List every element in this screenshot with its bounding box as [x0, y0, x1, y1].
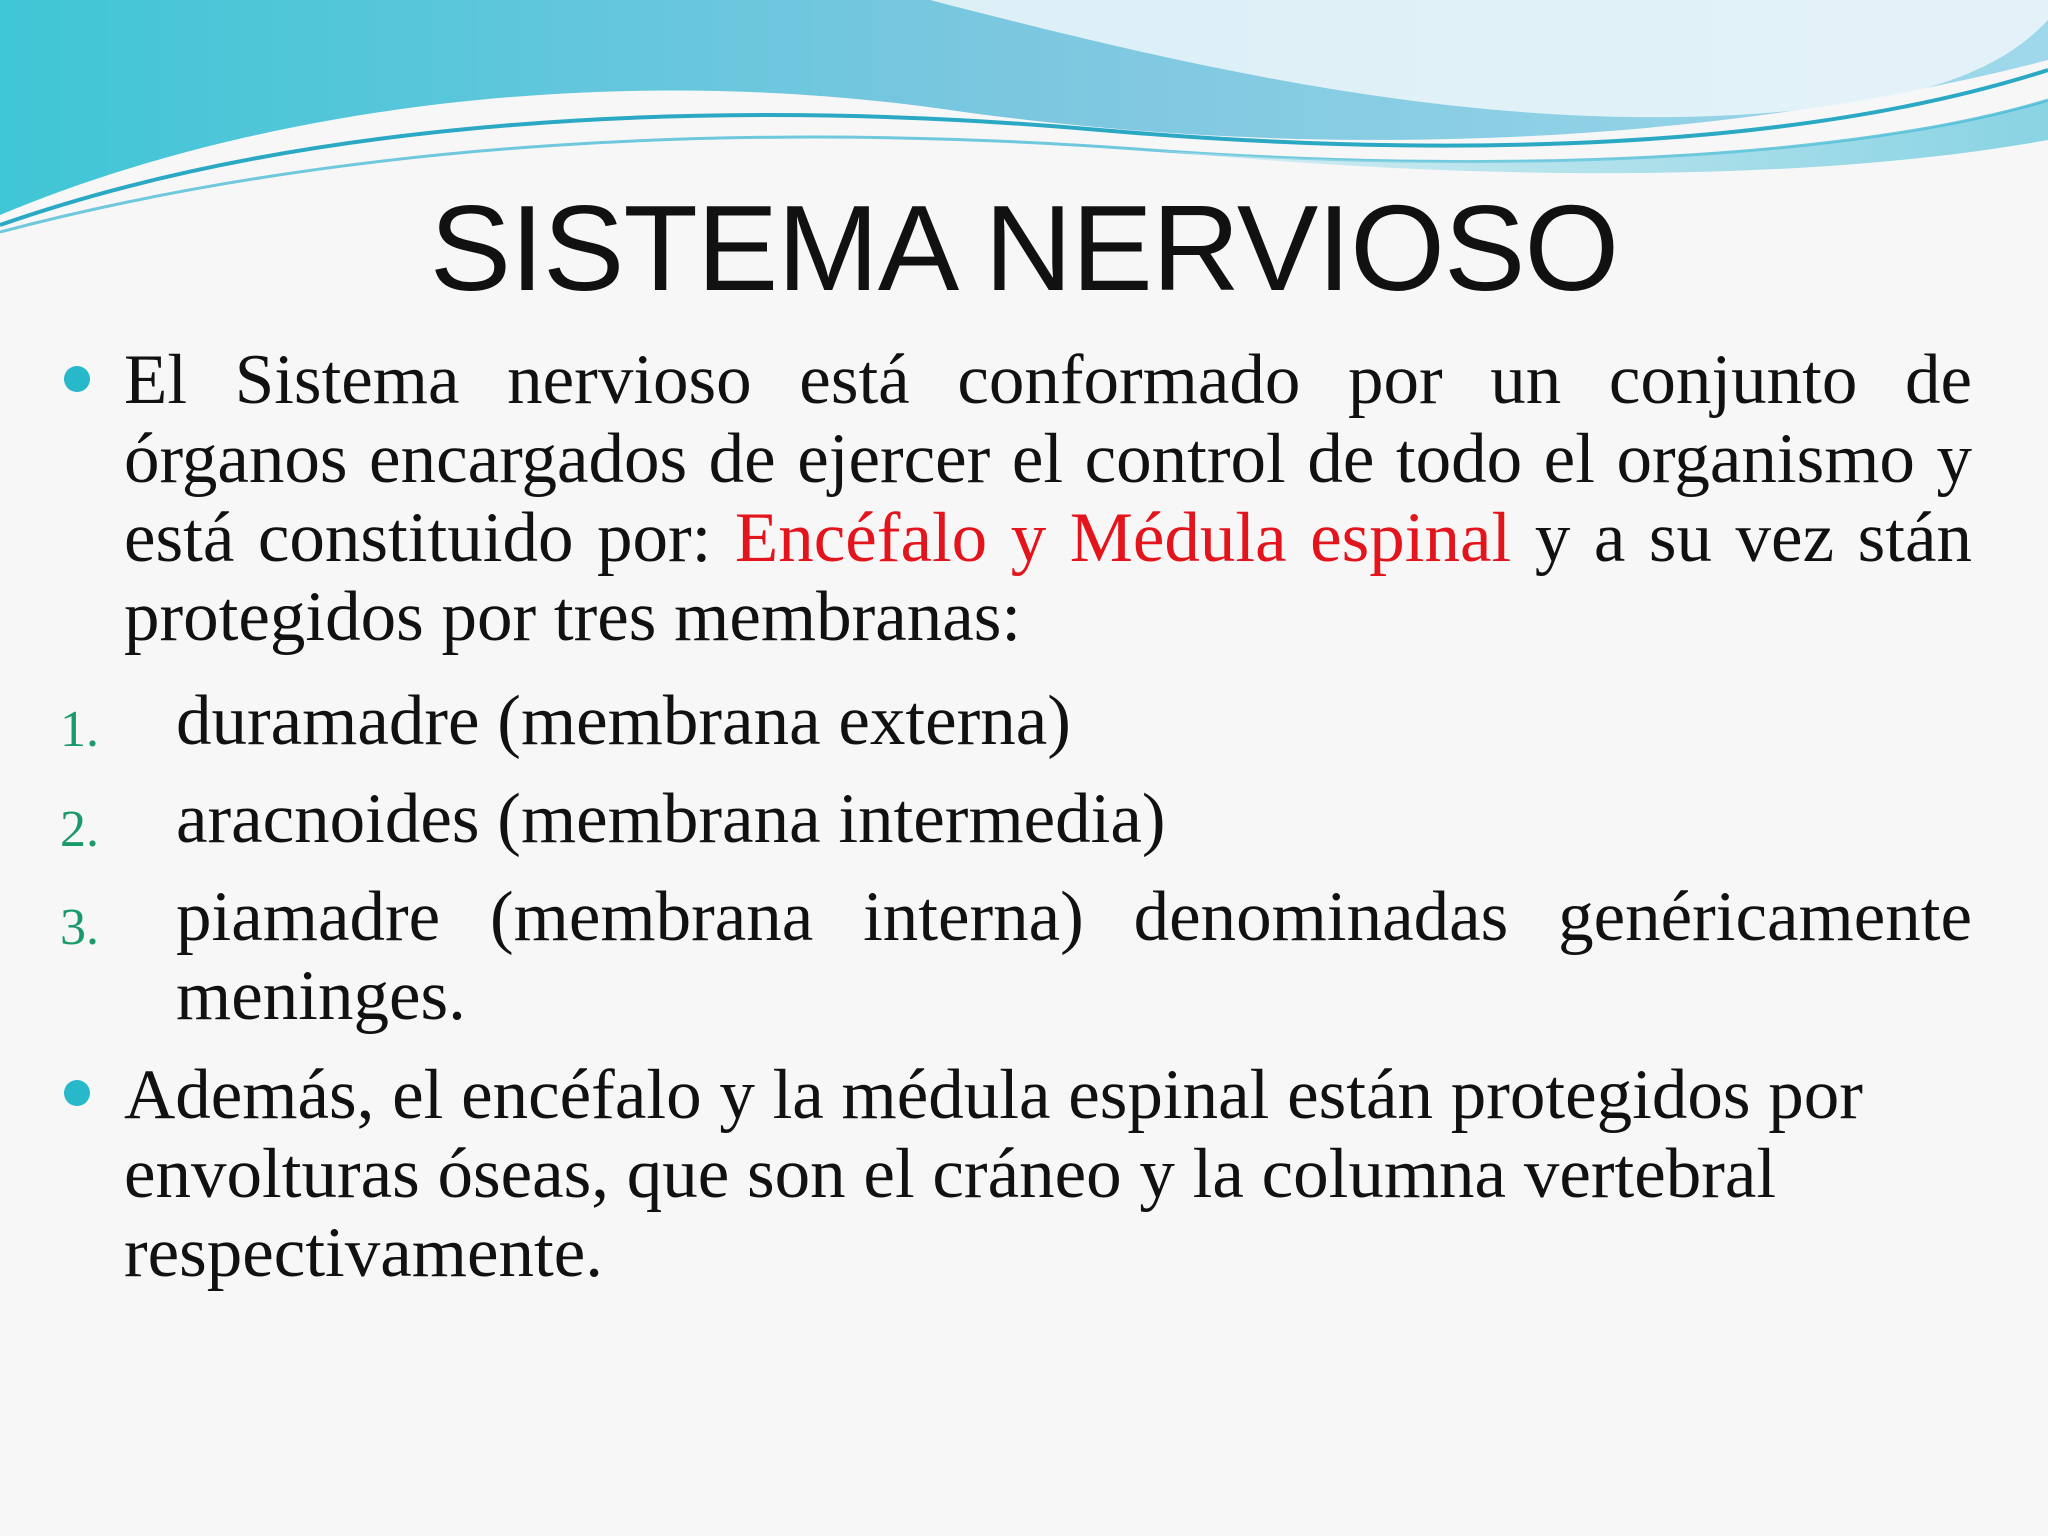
- list-item-1: duramadre (membrana externa): [176, 682, 1071, 760]
- bullet1-text-b: y a su vez stán protegidos por tres membranas:: [124, 499, 1972, 656]
- list-number-1: 1.: [60, 701, 99, 758]
- list-number-3: 3.: [60, 899, 99, 956]
- list-number-2: 2.: [60, 801, 99, 858]
- bullet-paragraph-1: [124, 341, 1972, 657]
- bullet-dot-icon: [64, 1080, 90, 1106]
- bullet-paragraph-2: Además, el encéfalo y la médula espinal están protegidos por envolturas óseas, que son el cráneo y la columna vertebral respectivamente.: [124, 1056, 1863, 1292]
- bullet1-highlight: Encéfalo y Médula espinal: [734, 499, 1512, 577]
- list-item-2: aracnoides (membrana intermedia): [176, 780, 1166, 858]
- list-item-3: piamadre (membrana interna) denominadas genéricamente meninges.: [176, 878, 1972, 1035]
- slide-title: SISTEMA NERVIOSO: [429, 180, 1619, 316]
- bullet1-text-a: El Sistema nervioso está conformado por un conjunto de órganos encargados de ejercer el control de todo el organismo y está constituido por:: [124, 341, 1972, 577]
- bullet-dot-icon: [64, 366, 90, 392]
